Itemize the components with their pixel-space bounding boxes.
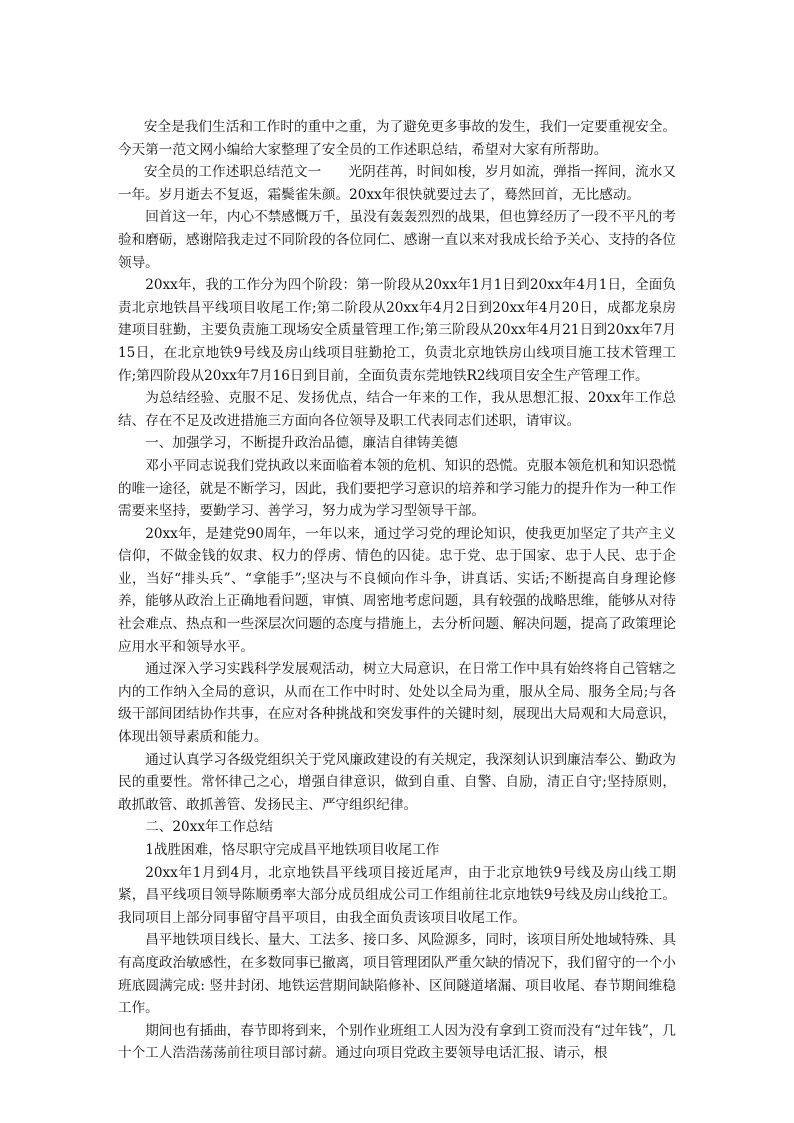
section-heading: 一、加强学习，不断提升政治品德，廉洁自律铸美德: [145, 435, 458, 452]
body-paragraph: 通过深入学习实践科学发展观活动，树立大局意识，在日常工作中具有始终将自己管辖之内的工作纳入全局的意识，从而在工作中时时、处处以全局为重，服从全局、服务全局;与各级干部间团结协作共事，在应对各种挑战和突发事件的关键时刻，展现出大局观和大局意识，体现出领导素质和能力。: [118, 661, 676, 746]
section-title-paragraph: 安全员的工作述职总结范文一 光阴荏苒，时间如梭，岁月如流，弹指一挥间，流水又一年。岁月逝去不复返，霜鬓雀朱颜。20xx年很快就要过去了，蓦然回首，无比感动。: [118, 164, 676, 203]
body-paragraph: 20xx年，我的工作分为四个阶段：第一阶段从20xx年1月1日到20xx年4月1日，全面负责北京地铁昌平线项目收尾工作;第二阶段从20xx年4月2日到20xx年4月20日，成都龙泉房建项目驻勤，主要负责施工现场安全质量管理工作;第三阶段从20xx年4月21日到20xx年7月15日，在北京地铁9号线及房山线项目驻勤抢工，负责北京地铁房山线项目施工技术管理工作;第四阶段从20xx年7月16日到目前，全面负责东莞地铁R2线项目安全生产管理工作。: [118, 277, 676, 384]
body-paragraph: 邓小平同志说我们党执政以来面临着本领的危机、知识的恐慌。克服本领危机和知识恐慌的唯一途径，就是不断学习，因此，我们要把学习意识的培养和学习能力的提升作为一种工作需要来坚持，要勤学习、善学习，努力成为学习型领导干部。: [118, 457, 676, 520]
body-paragraph: 为总结经验、克服不足、发扬优点，结合一年来的工作，我从思想汇报、20xx年工作总结、存在不足及改进措施三方面向各位领导及职工代表同志们述职，请审议。: [118, 390, 676, 429]
body-paragraph: 20xx年1月到4月，北京地铁昌平线项目接近尾声，由于北京地铁9号线及房山线工期紧，昌平线项目领导陈顺勇率大部分成员组成公司工作组前往北京地铁9号线及房山线抢工。我同项目上部分同事留守昌平项目，由我全面负责该项目收尾工作。: [118, 864, 676, 926]
intro-paragraph: 安全是我们生活和工作时的重中之重，为了避免更多事故的发生，我们一定要重视安全。今天第一范文网小编给大家整理了安全员的工作述职总结，希望对大家有所帮助。: [118, 119, 676, 158]
body-paragraph: 昌平地铁项目线长、量大、工法多、接口多、风险源多，同时，该项目所处地域特殊、具有高度政治敏感性，在多数同事已撤离，项目管理团队严重欠缺的情况下，我们留守的一个小班底圆满完成: 竖井封闭、地铁运营期间缺陷修补、区间隧道堵漏、项目收尾、春节期间维稳工作。: [118, 932, 676, 1017]
section-heading: 二、20xx年工作总结: [145, 819, 273, 836]
body-paragraph: 通过认真学习各级党组织关于党风廉政建设的有关规定，我深刻认识到廉洁奉公、勤政为民的重要性。常怀律己之心，增强自律意识，做到自重、自警、自励，清正自守;坚持原则，敢抓敢管、敢抓善管、发扬民主、严守组织纪律。: [118, 751, 676, 813]
document-page: [118, 116, 676, 1065]
body-paragraph: 期间也有插曲，春节即将到来，个别作业班组工人因为没有拿到工资而没有“过年钱”，几十个工人浩浩荡荡前往项目部讨薪。通过向项目党政主要领导电话汇报、请示，根: [118, 1022, 676, 1062]
body-paragraph: 20xx年，是建党90周年，一年以来，通过学习党的理论知识，使我更加坚定了共产主义信仰，不做金钱的奴隶、权力的俘虏、情色的囚徒。忠于党、忠于国家、忠于人民、忠于企业，当好“排头兵”、“拿能手”;坚决与不良倾向作斗争，讲真话、实话;不断提高自身理论修养，能够从政治上正确地看问题，审慎、周密地考虑问题，具有较强的战略思维，能够从对待社会难点、热点和一些深层次问题的态度与措施上，去分析问题、解决问题，提高了政策理论应用水平和领导水平。: [118, 525, 676, 655]
body-paragraph: 回首这一年，内心不禁感慨万千，虽没有轰轰烈烈的战果，但也算经历了一段不平凡的考验和磨砺，感谢陪我走过不同阶段的各位同仁、感谢一直以来对我成长给予关心、支持的各位领导。: [118, 209, 676, 271]
subsection-heading: 1战胜困难，恪尽职守完成昌平地铁项目收尾工作: [145, 842, 440, 858]
